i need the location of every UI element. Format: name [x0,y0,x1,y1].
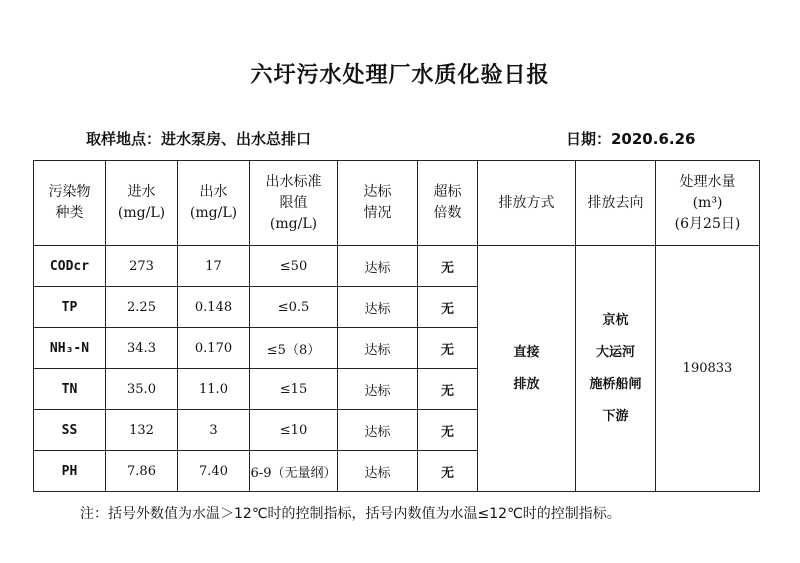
limit-cell: ≤10 [250,410,338,451]
outflow-cell: 17 [178,246,250,287]
inflow-cell: 7.86 [106,451,178,492]
status-cell: 达标 [338,328,418,369]
inflow-cell: 2.25 [106,287,178,328]
treated-volume-cell: 190833 [656,246,760,492]
parameter-cell: NH₃-N [34,328,106,369]
outflow-cell: 11.0 [178,369,250,410]
report-title: 六圩污水处理厂水质化验日报 [250,63,550,88]
exceed-cell: 无 [418,410,478,451]
exceed-cell: 无 [418,246,478,287]
exceed-cell: 无 [418,328,478,369]
header-discharge-method: 排放方式 [478,161,576,246]
status-cell: 达标 [338,287,418,328]
header-outflow: 出水 (mg/L) [178,161,250,246]
outflow-cell: 7.40 [178,451,250,492]
limit-cell: ≤5（8） [250,328,338,369]
status-cell: 达标 [338,246,418,287]
status-cell: 达标 [338,369,418,410]
table-header-row [34,161,760,246]
inflow-cell: 132 [106,410,178,451]
inflow-cell: 273 [106,246,178,287]
report-date: 日期：2020.6.26 [566,130,696,148]
discharge-destination-cell: 京杭 大运河 施桥船闸 下游 [576,246,656,492]
header-exceed-ratio: 超标 倍数 [418,161,478,246]
limit-cell: ≤0.5 [250,287,338,328]
footnote: 注：括号外数值为水温＞12℃时的控制指标，括号内数值为水温≤12℃时的控制指标。 [80,506,621,522]
inflow-cell: 35.0 [106,369,178,410]
outflow-cell: 0.148 [178,287,250,328]
limit-cell: ≤15 [250,369,338,410]
outflow-cell: 0.170 [178,328,250,369]
header-volume: 处理水量 (m³) (6月25日) [656,161,760,246]
parameter-cell: TP [34,287,106,328]
table-row [34,246,760,287]
header-limit: 出水标准 限值 (mg/L) [250,161,338,246]
sampling-location: 取样地点：进水泵房、出水总排口 [86,130,312,148]
inflow-cell: 34.3 [106,328,178,369]
discharge-method-cell: 直接 排放 [478,246,576,492]
header-inflow: 进水 (mg/L) [106,161,178,246]
outflow-cell: 3 [178,410,250,451]
parameter-cell: PH [34,451,106,492]
status-cell: 达标 [338,451,418,492]
parameter-cell: TN [34,369,106,410]
exceed-cell: 无 [418,287,478,328]
parameter-cell: SS [34,410,106,451]
exceed-cell: 无 [418,369,478,410]
status-cell: 达标 [338,410,418,451]
header-discharge-destination: 排放去向 [576,161,656,246]
header-pollutant: 污染物 种类 [34,161,106,246]
limit-cell: 6-9（无量纲） [250,451,338,492]
header-compliance: 达标 情况 [338,161,418,246]
parameter-cell: CODcr [34,246,106,287]
water-quality-table [33,160,760,492]
limit-cell: ≤50 [250,246,338,287]
exceed-cell: 无 [418,451,478,492]
